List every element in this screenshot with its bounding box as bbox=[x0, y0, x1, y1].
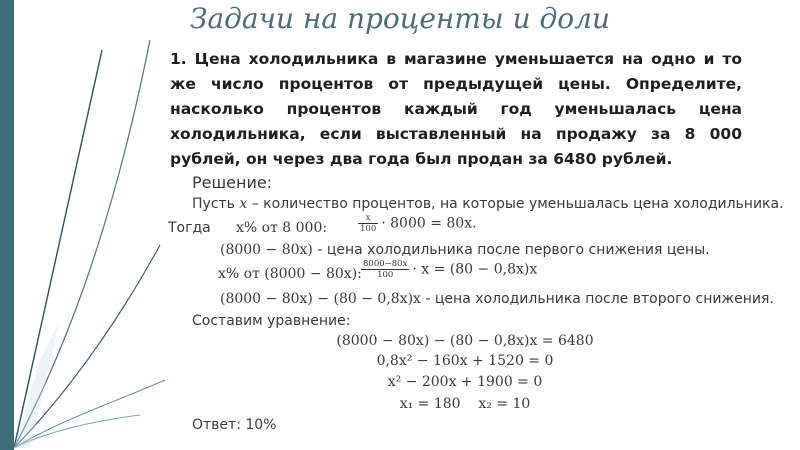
slide-title: Задачи на проценты и доли bbox=[190, 2, 610, 35]
step2-expression bbox=[358, 259, 537, 280]
equation-3: x² − 200x + 1900 = 0 bbox=[387, 374, 543, 390]
let-text: – количество процентов, на которые уменьшалась цена холодильника. bbox=[247, 196, 784, 212]
problem-statement: 1. Цена холодильника в магазине уменьшается на одно и то же число процентов от предыдущей цены. Определите, насколько процентов каждый год уменьшалась цена холодильника, если выставленный на продажу за 8 000 рублей, он через два года был продан за 6480 рублей. bbox=[170, 50, 742, 168]
let-prefix: Пусть bbox=[192, 196, 240, 212]
price2-text: - цена холодильника после второго снижения. bbox=[420, 291, 774, 307]
step1-fraction bbox=[358, 213, 378, 234]
price1-text: - цена холодильника после первого снижения цены. bbox=[312, 242, 710, 258]
step2-result: · x = (80 − 0,8x)x bbox=[412, 261, 538, 278]
equation-label: Составим уравнение: bbox=[192, 313, 351, 329]
solution-heading: Решение: bbox=[192, 173, 273, 192]
roots: x₁ = 180 x₂ = 10 bbox=[399, 396, 531, 412]
let-statement bbox=[192, 196, 784, 212]
step1-frac-den: 100 bbox=[360, 224, 377, 234]
equation-1: (8000 − 80x) − (80 − 0,8x)x = 6480 bbox=[336, 333, 594, 349]
step2-fraction bbox=[361, 259, 409, 280]
price2-math: (8000 − 80x) − (80 − 0,8x)x bbox=[220, 291, 421, 307]
equation-2: 0,8x² − 160x + 1520 = 0 bbox=[376, 353, 554, 369]
price1-line bbox=[220, 242, 710, 258]
step2-math: x% от (8000 − 80x): bbox=[218, 266, 362, 282]
answer: Ответ: 10% bbox=[192, 417, 277, 433]
step2-frac-num: 8000−80x bbox=[363, 259, 408, 269]
price1-math: (8000 − 80x) bbox=[220, 242, 313, 258]
step1-frac-num: x bbox=[358, 213, 378, 224]
step2-frac-den: 100 bbox=[377, 270, 394, 280]
decorative-curves bbox=[0, 0, 175, 450]
then-label: Тогда bbox=[168, 220, 211, 236]
price2-line bbox=[220, 291, 774, 307]
let-variable: x bbox=[239, 196, 248, 212]
step1-expression bbox=[355, 213, 477, 234]
step1-result: · 8000 = 80x. bbox=[381, 215, 477, 232]
step1-math: x% от 8 000: bbox=[236, 220, 328, 236]
